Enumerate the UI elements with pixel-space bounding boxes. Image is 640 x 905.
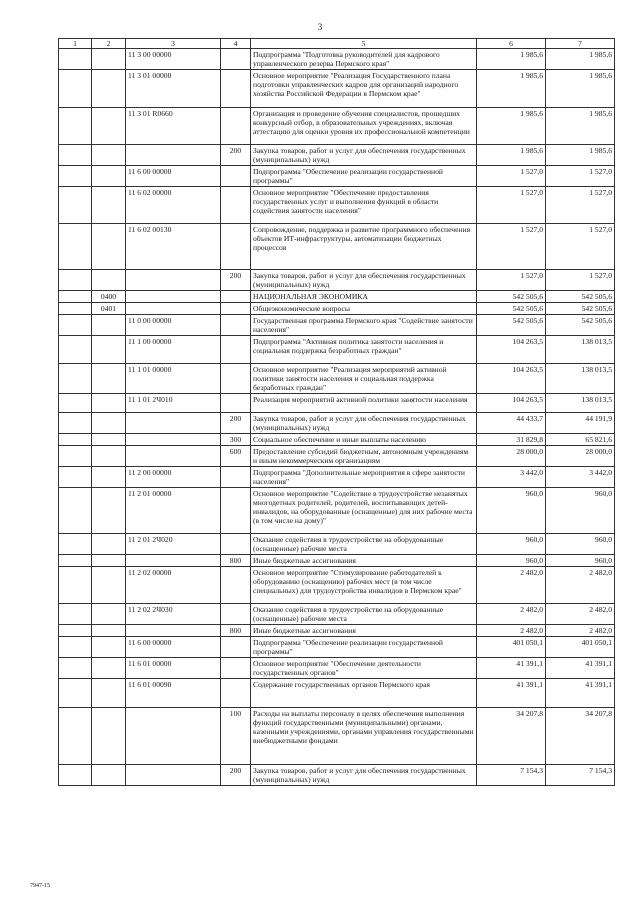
cell-target-article: 11 6 02 00000 [126,187,221,224]
cell-target-article: 11 2 00 00000 [126,467,221,488]
cell-target-article [126,303,221,315]
cell-col1 [59,567,92,604]
cell-amount-year2: 542 505,6 [546,303,615,315]
cell-amount-year2: 542 505,6 [546,291,615,303]
cell-col1 [59,434,92,446]
cell-amount-year1: 542 505,6 [477,303,546,315]
cell-name: Реализация мероприятий активной политики занятости населения [251,394,477,413]
table-row [59,187,615,224]
cell-expense-type [221,488,251,534]
cell-target-article [126,413,221,434]
cell-col1 [59,108,92,145]
cell-col1 [59,394,92,413]
cell-col1 [59,534,92,555]
cell-name: Организация и проведение обучения специалистов, прошедших конкурсный отбор, в образовательных учреждениях, включая аттестацию для оценки уровня их профессиональной компетенции [251,108,477,145]
cell-col1 [59,303,92,315]
table-row [59,166,615,187]
cell-target-article: 11 1 01 00000 [126,364,221,394]
cell-section-code [92,166,126,187]
cell-name: Оказание содействия в трудоустройстве на оборудованные (оснащенные) рабочие места [251,604,477,625]
cell-section-code [92,364,126,394]
cell-name: Государственная программа Пермского края "Содействие занятости населения" [251,315,477,336]
table-row [59,488,615,534]
cell-section-code [92,604,126,625]
cell-target-article: 11 2 01 00000 [126,488,221,534]
cell-name: Иные бюджетные ассигнования [251,625,477,637]
cell-amount-year2: 1 527,0 [546,187,615,224]
cell-section-code [92,625,126,637]
table-row [59,108,615,145]
table-row [59,567,615,604]
cell-section-code [92,336,126,364]
cell-amount-year2: 7 154,3 [546,765,615,786]
column-header: 6 [477,39,546,49]
cell-name: Подпрограмма "Дополнительные мероприятия в сфере занятости населения" [251,467,477,488]
cell-target-article [126,270,221,291]
cell-target-article: 11 0 00 00000 [126,315,221,336]
cell-target-article [126,291,221,303]
cell-expense-type [221,604,251,625]
cell-section-code [92,488,126,534]
cell-name: Закупка товаров, работ и услуг для обеспечения государственных (муниципальных) нужд [251,145,477,166]
cell-col1 [59,315,92,336]
cell-amount-year1: 41 391,1 [477,658,546,679]
cell-name: Основное мероприятие "Обеспечение предоставления государственных услуг и выполнения функций в области содействия занятости населения" [251,187,477,224]
table-row [59,49,615,70]
cell-amount-year1: 31 829,8 [477,434,546,446]
cell-target-article [126,625,221,637]
cell-expense-type: 600 [221,446,251,467]
cell-col1 [59,70,92,108]
cell-col1 [59,364,92,394]
cell-col1 [59,679,92,708]
column-header: 1 [59,39,92,49]
cell-section-code [92,637,126,658]
cell-amount-year2: 1 985,6 [546,49,615,70]
cell-section-code [92,446,126,467]
cell-amount-year1: 28 000,0 [477,446,546,467]
cell-section-code [92,434,126,446]
cell-target-article: 11 6 00 00000 [126,637,221,658]
cell-name: Социальное обеспечение и иные выплаты населению [251,434,477,446]
cell-name: Иные бюджетные ассигнования [251,555,477,567]
cell-amount-year2: 1 985,6 [546,70,615,108]
cell-amount-year2: 401 050,1 [546,637,615,658]
table-row [59,637,615,658]
cell-name: Сопровождение, поддержка и развитие программного обеспечения объектов ИТ-инфраструктуры, автоматизации бюджетных процессов [251,224,477,270]
cell-col1 [59,413,92,434]
cell-name: Основное мероприятие "Содействие в трудоустройстве незанятых многодетных родителей, родителей, воспитывающих детей-инвалидов, на оборудованные (оснащенные) для них рабочие места (в том числе на дому)" [251,488,477,534]
table-row [59,224,615,270]
cell-amount-year1: 7 154,3 [477,765,546,786]
cell-section-code [92,658,126,679]
cell-col1 [59,187,92,224]
cell-expense-type [221,679,251,708]
table-row [59,291,615,303]
table-row [59,534,615,555]
cell-target-article: 11 2 02 00000 [126,567,221,604]
cell-target-article: 11 3 00 00000 [126,49,221,70]
cell-amount-year1: 960,0 [477,534,546,555]
table-row [59,555,615,567]
cell-amount-year1: 104 263,5 [477,336,546,364]
cell-target-article: 11 1 00 00000 [126,336,221,364]
cell-col1 [59,555,92,567]
cell-amount-year1: 1 527,0 [477,187,546,224]
cell-amount-year1: 542 505,6 [477,315,546,336]
cell-col1 [59,604,92,625]
table-row [59,315,615,336]
cell-name: Подпрограмма "Обеспечение реализации государственной программы" [251,637,477,658]
page-number: 3 [317,22,323,32]
cell-amount-year2: 1 985,6 [546,108,615,145]
cell-amount-year1: 960,0 [477,488,546,534]
cell-expense-type: 200 [221,145,251,166]
cell-expense-type: 200 [221,270,251,291]
cell-amount-year1: 1 985,6 [477,145,546,166]
table-row [59,303,615,315]
cell-amount-year2: 41 391,1 [546,679,615,708]
cell-col1 [59,446,92,467]
column-header: 3 [126,39,221,49]
cell-target-article [126,765,221,786]
cell-expense-type [221,49,251,70]
column-header: 2 [92,39,126,49]
cell-expense-type [221,467,251,488]
cell-section-code [92,108,126,145]
table-row [59,625,615,637]
cell-name: Основное мероприятие "Реализация мероприятий активной политики занятости населения и социальная поддержка безработных граждан" [251,364,477,394]
cell-amount-year2: 2 482,0 [546,625,615,637]
cell-amount-year2: 1 527,0 [546,166,615,187]
cell-amount-year2: 44 191,9 [546,413,615,434]
cell-name: Основное мероприятие "Стимулирование работодателей к оборудованию (оснащению) рабочих мест (в том числе специальных) для трудоустройства инвалидов в Пермском крае" [251,567,477,604]
cell-amount-year1: 2 482,0 [477,625,546,637]
budget-table [58,38,615,786]
cell-section-code [92,534,126,555]
footer-code: 7947-15 [30,883,50,889]
cell-expense-type: 800 [221,625,251,637]
cell-expense-type [221,364,251,394]
cell-target-article: 11 6 01 00090 [126,679,221,708]
cell-section-code [92,394,126,413]
cell-expense-type [221,70,251,108]
cell-target-article: 11 3 01 00000 [126,70,221,108]
cell-expense-type [221,315,251,336]
cell-expense-type [221,534,251,555]
cell-amount-year2: 138 013,5 [546,394,615,413]
cell-name: Подпрограмма "Активная политика занятости населения и социальная поддержка безработных граждан" [251,336,477,364]
cell-name: Закупка товаров, работ и услуг для обеспечения государственных (муниципальных) нужд [251,413,477,434]
cell-col1 [59,291,92,303]
cell-amount-year1: 401 050,1 [477,637,546,658]
cell-amount-year1: 1 527,0 [477,224,546,270]
cell-col1 [59,224,92,270]
cell-expense-type: 200 [221,765,251,786]
cell-section-code [92,270,126,291]
cell-name: Расходы на выплаты персоналу в целях обеспечения выполнения функций государственными (муниципальными) органами, казенными учреждениями, органами управления государственными внебюджетными фондами [251,708,477,765]
cell-name: Подпрограмма "Обеспечение реализации государственной программы" [251,166,477,187]
cell-amount-year1: 1 985,6 [477,49,546,70]
cell-section-code [92,467,126,488]
cell-expense-type [221,166,251,187]
cell-amount-year1: 1 527,0 [477,270,546,291]
cell-section-code [92,224,126,270]
cell-section-code: 0400 [92,291,126,303]
cell-target-article [126,434,221,446]
cell-target-article [126,708,221,765]
cell-section-code [92,49,126,70]
cell-amount-year1: 1 527,0 [477,166,546,187]
cell-name: Содержание государственных органов Пермского края [251,679,477,708]
cell-amount-year2: 960,0 [546,555,615,567]
cell-section-code [92,555,126,567]
column-number-row [59,39,615,49]
cell-amount-year1: 2 482,0 [477,567,546,604]
cell-amount-year2: 2 482,0 [546,604,615,625]
cell-name: Закупка товаров, работ и услуг для обеспечения государственных (муниципальных) нужд [251,765,477,786]
cell-amount-year2: 1 527,0 [546,270,615,291]
cell-section-code [92,315,126,336]
cell-amount-year1: 44 433,7 [477,413,546,434]
cell-expense-type [221,187,251,224]
table-row [59,658,615,679]
cell-section-code [92,567,126,604]
cell-section-code [92,765,126,786]
table-row [59,394,615,413]
column-header: 7 [546,39,615,49]
table-row [59,413,615,434]
cell-amount-year1: 2 482,0 [477,604,546,625]
cell-amount-year2: 3 442,0 [546,467,615,488]
cell-target-article: 11 6 01 00000 [126,658,221,679]
table-row [59,364,615,394]
cell-amount-year2: 138 013,5 [546,336,615,364]
cell-target-article: 11 2 01 2Ч020 [126,534,221,555]
cell-target-article [126,555,221,567]
cell-expense-type: 300 [221,434,251,446]
cell-section-code [92,413,126,434]
cell-col1 [59,625,92,637]
cell-amount-year1: 542 505,6 [477,291,546,303]
cell-expense-type [221,658,251,679]
cell-amount-year2: 1 985,6 [546,145,615,166]
cell-expense-type [221,567,251,604]
cell-name: Общеэкономические вопросы [251,303,477,315]
cell-target-article: 11 6 00 00000 [126,166,221,187]
cell-expense-type [221,291,251,303]
cell-amount-year1: 104 263,5 [477,394,546,413]
cell-target-article: 11 3 01 R0660 [126,108,221,145]
cell-expense-type [221,224,251,270]
cell-expense-type [221,303,251,315]
cell-amount-year2: 542 505,6 [546,315,615,336]
cell-target-article: 11 6 02 00130 [126,224,221,270]
table-row [59,446,615,467]
cell-section-code [92,187,126,224]
cell-target-article: 11 2 02 2Ч030 [126,604,221,625]
cell-expense-type: 200 [221,413,251,434]
cell-amount-year1: 960,0 [477,555,546,567]
cell-amount-year1: 1 985,6 [477,70,546,108]
cell-amount-year2: 960,0 [546,534,615,555]
cell-name: Предоставление субсидий бюджетным, автономным учреждениям и иным некоммерческим организациям [251,446,477,467]
cell-col1 [59,49,92,70]
cell-amount-year2: 65 821,6 [546,434,615,446]
cell-section-code [92,679,126,708]
table-row [59,145,615,166]
cell-expense-type: 800 [221,555,251,567]
cell-name: Подпрограмма "Подготовка руководителей для кадрового управленческого резерва Пермского края" [251,49,477,70]
cell-amount-year2: 28 000,0 [546,446,615,467]
table-row [59,467,615,488]
cell-expense-type [221,108,251,145]
cell-target-article [126,145,221,166]
cell-col1 [59,708,92,765]
cell-col1 [59,637,92,658]
cell-col1 [59,765,92,786]
cell-section-code: 0401 [92,303,126,315]
cell-expense-type [221,394,251,413]
table-row [59,708,615,765]
cell-name: Оказание содействия в трудоустройстве на оборудованные (оснащенные) рабочие места [251,534,477,555]
cell-amount-year1: 34 207,8 [477,708,546,765]
column-header: 5 [251,39,477,49]
cell-expense-type [221,637,251,658]
cell-section-code [92,145,126,166]
table-row [59,765,615,786]
cell-amount-year2: 138 013,5 [546,364,615,394]
table-row [59,70,615,108]
table-row [59,604,615,625]
cell-target-article [126,446,221,467]
cell-col1 [59,166,92,187]
cell-name: Основное мероприятие "Обеспечение деятельности государственных органов" [251,658,477,679]
table-row [59,434,615,446]
table-row [59,270,615,291]
cell-amount-year1: 104 263,5 [477,364,546,394]
cell-amount-year2: 41 391,1 [546,658,615,679]
cell-amount-year2: 34 207,8 [546,708,615,765]
cell-col1 [59,336,92,364]
cell-name: Основное мероприятие "Реализация Государственного плана подготовки управленческих кадров для организаций народного хозяйства Российской Федерации в Пермском крае" [251,70,477,108]
cell-expense-type [221,336,251,364]
cell-section-code [92,70,126,108]
cell-amount-year2: 2 482,0 [546,567,615,604]
table-row [59,679,615,708]
cell-name: Закупка товаров, работ и услуг для обеспечения государственных (муниципальных) нужд [251,270,477,291]
cell-amount-year1: 3 442,0 [477,467,546,488]
cell-col1 [59,467,92,488]
cell-amount-year1: 41 391,1 [477,679,546,708]
cell-expense-type: 100 [221,708,251,765]
table-body [59,49,615,786]
cell-section-code [92,708,126,765]
column-header: 4 [221,39,251,49]
table-row [59,336,615,364]
cell-name: НАЦИОНАЛЬНАЯ ЭКОНОМИКА [251,291,477,303]
cell-col1 [59,145,92,166]
cell-amount-year1: 1 985,6 [477,108,546,145]
cell-col1 [59,658,92,679]
cell-target-article: 11 1 01 2Ч010 [126,394,221,413]
cell-col1 [59,270,92,291]
cell-amount-year2: 960,0 [546,488,615,534]
cell-col1 [59,488,92,534]
cell-amount-year2: 1 527,0 [546,224,615,270]
